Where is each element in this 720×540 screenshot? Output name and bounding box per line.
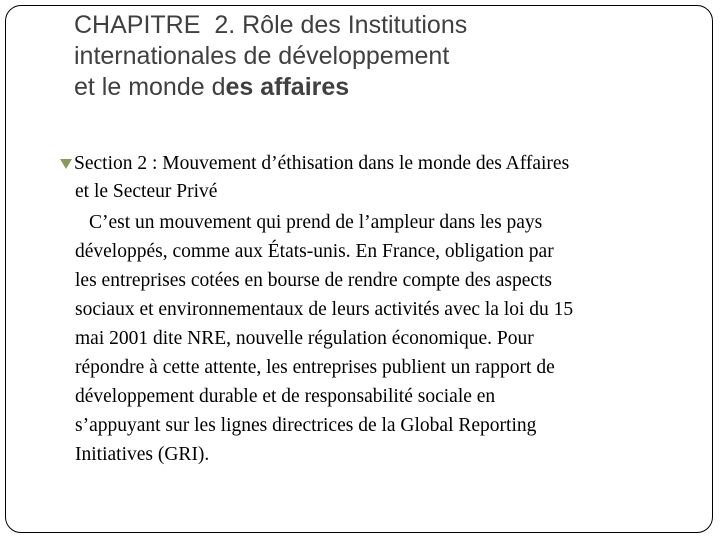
section-paragraph	[58, 208, 708, 469]
title-line-2: internationales de développement	[74, 42, 450, 70]
title-line-3: et le monde des affaires	[74, 73, 350, 101]
section-heading-line-2: et le Secteur Privé	[75, 181, 218, 202]
slide-title	[74, 10, 694, 103]
paragraph-line: Initiatives (GRI).	[75, 444, 210, 465]
title-bold-fragment: es affaires	[225, 73, 350, 101]
section-heading-line-1: Section 2 : Mouvement d’éthisation dans le monde des Affaires	[74, 153, 570, 174]
paragraph-line: développés, comme aux États-unis. En France, obligation par	[75, 241, 554, 262]
paragraph-line: s’appuyant sur les lignes directrices de la Global Reporting	[75, 415, 537, 436]
paragraph-line: répondre à cette attente, les entreprises publient un rapport de	[75, 357, 555, 378]
paragraph-line: les entreprises cotées en bourse de rendre compte des aspects	[75, 270, 553, 291]
paragraph-line: mai 2001 dite NRE, nouvelle régulation économique. Pour	[75, 328, 534, 349]
paragraph-line: sociaux et environnementaux de leurs activités avec la loi du 15	[75, 299, 574, 320]
slide-body	[58, 150, 708, 469]
triangle-bullet-icon	[58, 156, 74, 172]
paragraph-line: développement durable et de responsabilité sociale en	[75, 386, 496, 407]
section-heading	[58, 150, 708, 206]
title-line-1: CHAPITRE 2. Rôle des Institutions	[74, 11, 468, 39]
paragraph-line: C’est un mouvement qui prend de l’ampleur dans les pays	[89, 212, 543, 233]
